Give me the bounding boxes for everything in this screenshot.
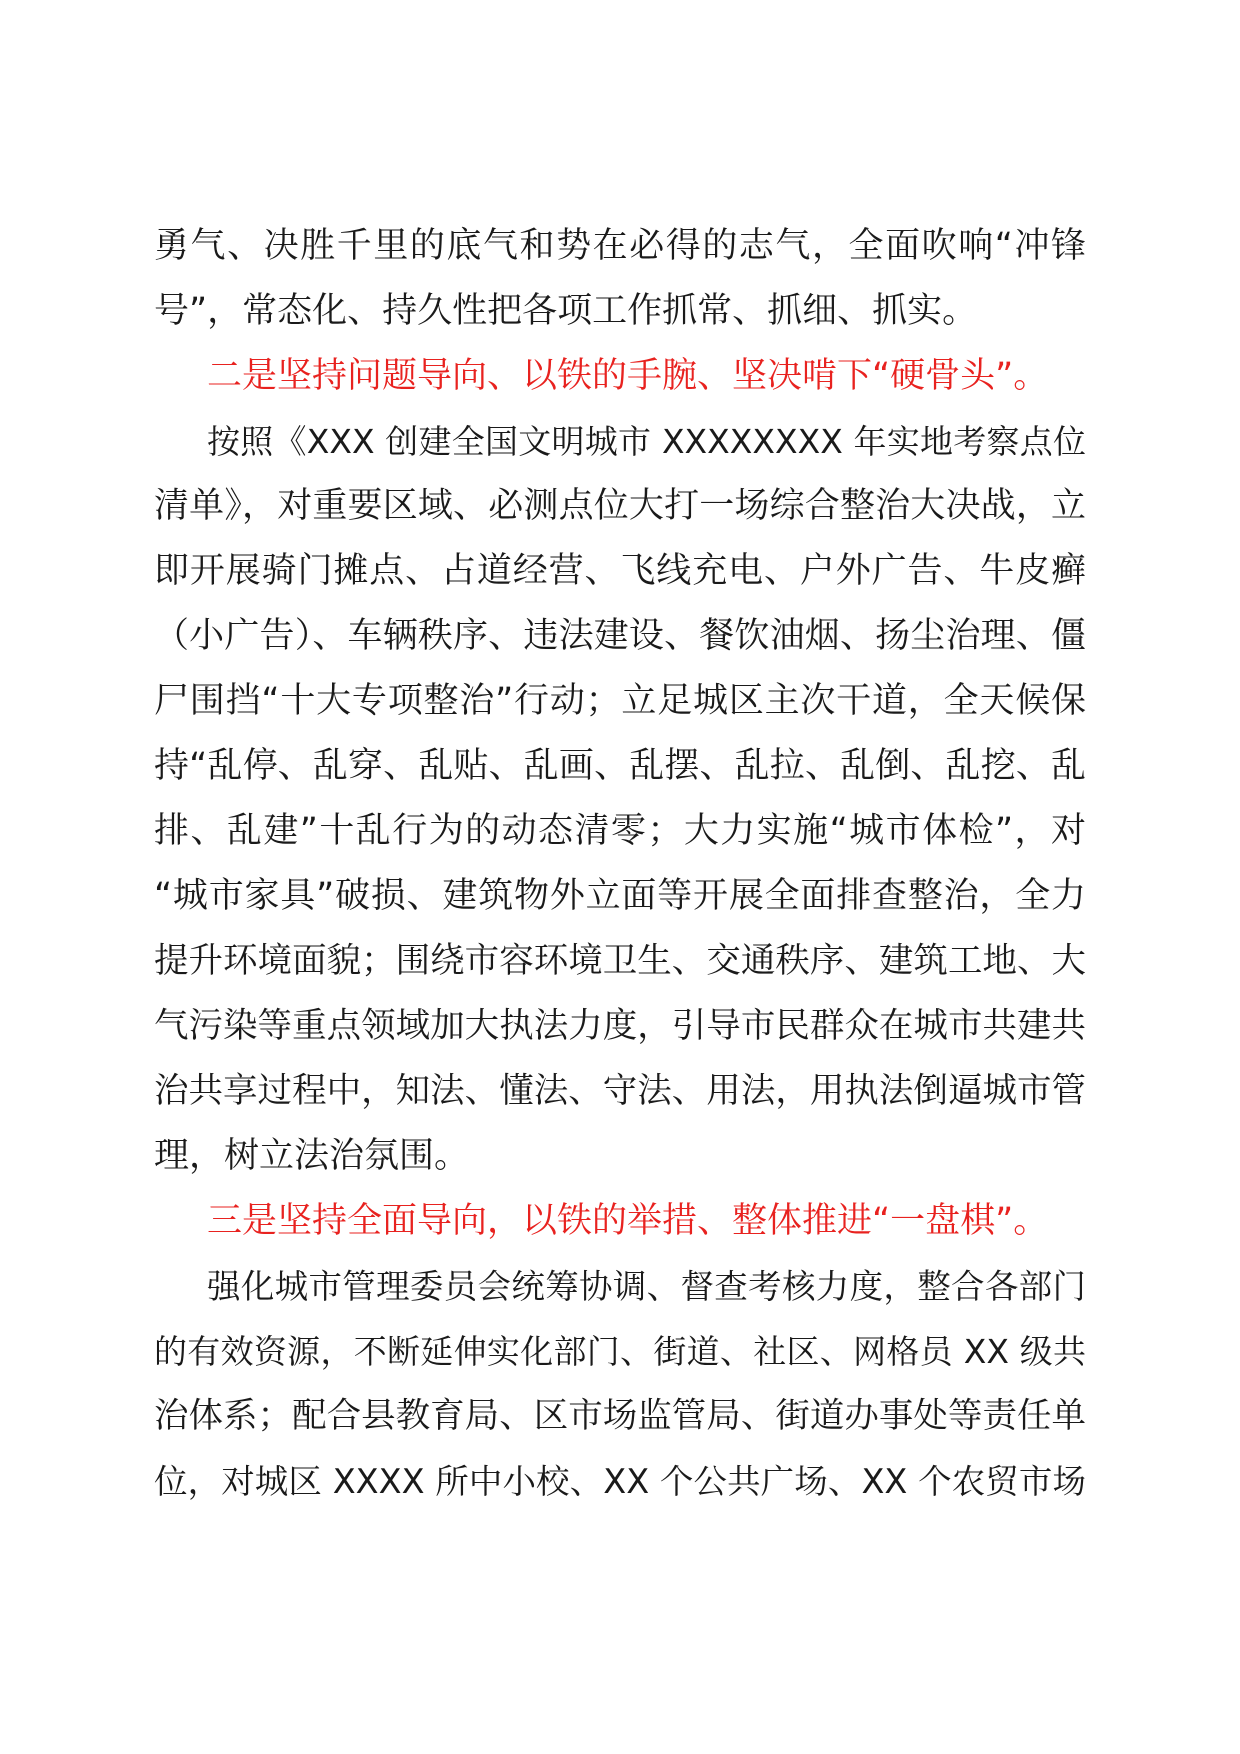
paragraph-line: 号”，常态化、持久性把各项工作抓常、抓细、抓实。 [154, 291, 978, 331]
paragraph-line: 排、乱建”十乱行为的动态清零；大力实施“城市体检”，对 [154, 811, 1086, 851]
paragraph-line: 勇气、决胜千里的底气和势在必得的志气，全面吹响“冲锋 [154, 226, 1086, 266]
paragraph-line: （小广告）、车辆秩序、违法建设、餐饮油烟、扬尘治理、僵 [154, 616, 1086, 656]
paragraph-line: 尸围挡“十大专项整治”行动；立足城区主次干道，全天候保 [154, 681, 1086, 721]
paragraph-line: 即开展骑门摊点、占道经营、飞线充电、户外广告、牛皮癣 [154, 551, 1086, 591]
paragraph-line: 提升环境面貌；围绕市容环境卫生、交通秩序、建筑工地、大 [154, 941, 1086, 981]
document-body [154, 214, 1086, 1514]
paragraph-line: 强化城市管理委员会统筹协调、督查考核力度，整合各部门 [207, 1267, 1086, 1306]
paragraph-line: 按照《XXX 创建全国文明城市 XXXXXXXX 年实地考察点位 [207, 422, 1086, 461]
paragraph-line: 的有效资源，不断延伸实化部门、街道、社区、网格员 XX 级共 [154, 1332, 1086, 1371]
paragraph-line: 气污染等重点领域加大执法力度，引导市民群众在城市共建共 [154, 1006, 1086, 1046]
paragraph-line: 持“乱停、乱穿、乱贴、乱画、乱摆、乱拉、乱倒、乱挖、乱 [154, 746, 1086, 786]
paragraph-line: 位，对城区 XXXX 所中小校、XX 个公共广场、XX 个农贸市场 [154, 1462, 1086, 1501]
paragraph-line: 治共享过程中，知法、懂法、守法、用法，用执法倒逼城市管 [154, 1071, 1086, 1111]
section-heading-3: 三是坚持全面导向，以铁的举措、整体推进“一盘棋”。 [207, 1201, 1049, 1241]
paragraph-line: 清单》，对重要区域、必测点位大打一场综合整治大决战，立 [154, 486, 1086, 526]
paragraph-line: 治体系；配合县教育局、区市场监管局、街道办事处等责任单 [154, 1396, 1086, 1436]
paragraph-line: “城市家具”破损、建筑物外立面等开展全面排查整治，全力 [154, 876, 1086, 916]
paragraph-line: 理，树立法治氛围。 [154, 1136, 470, 1176]
section-heading-2: 二是坚持问题导向、以铁的手腕、坚决啃下“硬骨头”。 [207, 356, 1049, 396]
